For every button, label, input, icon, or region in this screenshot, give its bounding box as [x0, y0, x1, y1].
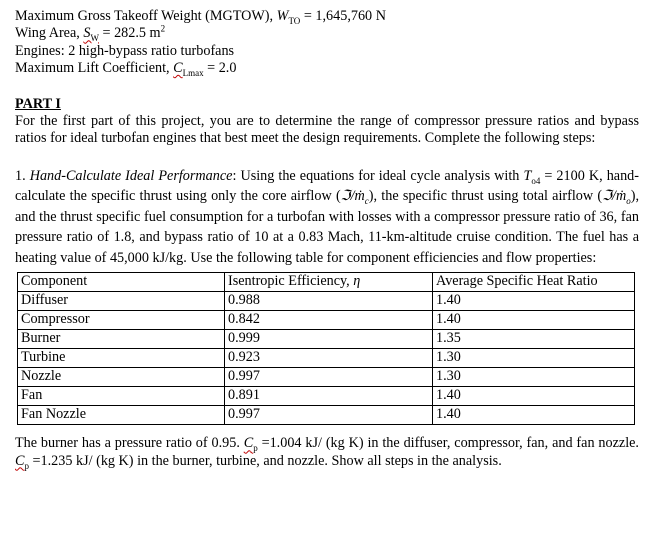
table-row	[18, 292, 635, 311]
table-cell: Burner	[18, 330, 225, 349]
table-row	[18, 330, 635, 349]
table-cell: 1.40	[433, 311, 635, 330]
spec-clmax: Maximum Lift Coefficient, $C_{Lmax} = 2.0$	[15, 59, 237, 78]
table-cell: 1.30	[433, 368, 635, 387]
table-cell: 1.40	[433, 406, 635, 425]
table-row	[18, 406, 635, 425]
table-cell: 1.35	[433, 330, 635, 349]
thrust-over-total-flow: ℑ/ṁ$_o$	[602, 188, 631, 207]
table-cell: Compressor	[18, 311, 225, 330]
document	[15, 8, 639, 470]
burner-note-paragraph: The burner has a pressure ratio of 0.95. $C_p =1.004$ kJ/ (kg K) in the diffuser, compressor, fan, and fan nozzle. $C_p =1.235$ kJ/ (kg K) in the burner, turbine, and nozzle. Show all steps in the analysis.	[15, 435, 639, 471]
step-1-paragraph: 1. Hand-Calculate Ideal Performance: Using the equations for ideal cycle analysis with $T_{o4} = 2100$ K, hand-calculate the specific thrust using only the core airflow (ℑ/ṁ$_c$), the specific thrust using total airflow (ℑ/ṁ$_o$), and the thrust specific fuel consumption for a turbofan with losses with a compressor pressure ratio of 36, fan pressure ratio of 1.8, and bypass ratio of 10 at a 0.83 Mach, 11-km-altitude cruise condition. The fuel has a heating value of 45,000 kJ/kg. Use the following table for component efficiencies and flow properties:	[15, 167, 640, 266]
table-cell: 1.40	[433, 387, 635, 406]
spec-mgtow: Maximum Gross Takeoff Weight (MGTOW), $W_{TO} = 1,645,760$ N	[15, 8, 386, 26]
table-cell: 0.988	[225, 292, 433, 311]
table-header-cell: Average Specific Heat Ratio	[433, 273, 635, 292]
table-cell: Nozzle	[18, 368, 225, 387]
table-cell: 1.30	[433, 349, 635, 368]
step-1-title: Hand-Calculate Ideal Performance	[29, 167, 233, 184]
part-intro: For the first part of this project, you are to determine the range of compressor pressure ratios and bypass ratios for ideal turbofan engines that best meet the design requirements. Complete the following steps:	[15, 113, 639, 147]
table-header-row	[18, 273, 635, 292]
table-cell: Turbine	[18, 349, 225, 368]
table-header-cell: Isentropic Efficiency, η	[225, 273, 433, 292]
table-header-cell: Component	[18, 273, 225, 292]
table-cell: 0.923	[225, 349, 433, 368]
component-table	[17, 272, 635, 425]
table-row	[18, 387, 635, 406]
part-heading: PART I	[15, 96, 61, 113]
table-cell: 1.40	[433, 292, 635, 311]
table-row	[18, 311, 635, 330]
table-cell: 0.997	[225, 406, 433, 425]
table-cell: 0.842	[225, 311, 433, 330]
table-row	[18, 368, 635, 387]
table-cell: Diffuser	[18, 292, 225, 311]
spec-wing-area: Wing Area, $S_W = 282.5$ $m^2$	[15, 23, 166, 44]
table-cell: 0.891	[225, 387, 433, 406]
table-row	[18, 349, 635, 368]
table-cell: 0.997	[225, 368, 433, 387]
table-cell: Fan Nozzle	[18, 406, 225, 425]
table-cell: Fan	[18, 387, 225, 406]
spec-engines: Engines: 2 high-bypass ratio turbofans	[15, 42, 235, 59]
thrust-over-core-flow: ℑ/ṁ$_c$	[340, 188, 369, 207]
table-cell: 0.999	[225, 330, 433, 349]
